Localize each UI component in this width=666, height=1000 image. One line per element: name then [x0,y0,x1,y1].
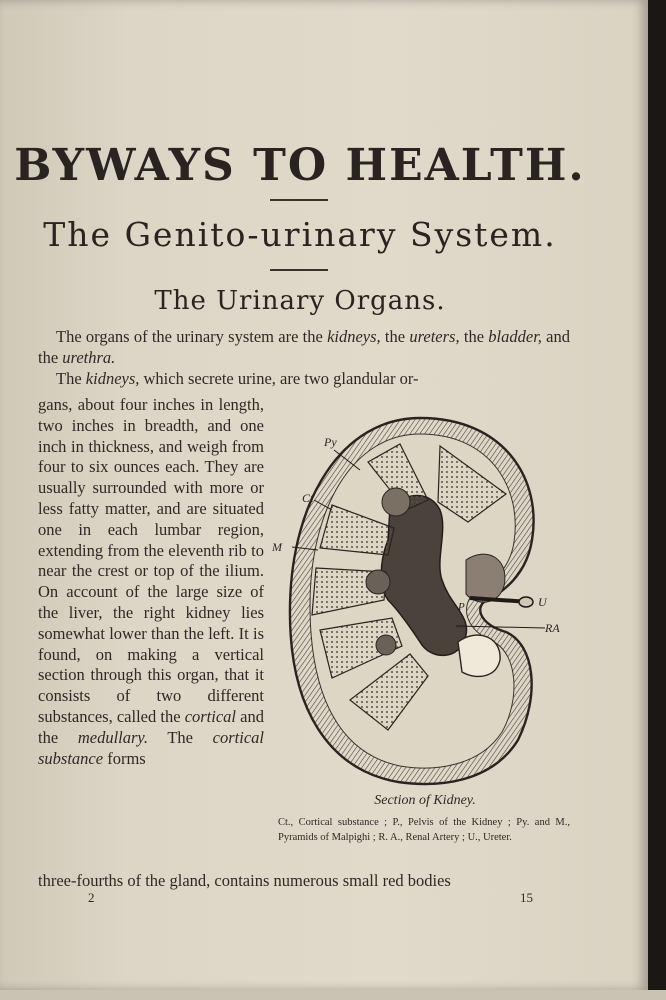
label-p: P [458,601,465,613]
figure-caption: Section of Kidney. [374,793,476,808]
label-m: M [272,540,282,554]
intro-paragraphs [38,326,570,389]
intro-paragraph-2: The kidneys, which secrete urine, are two glandular or- [56,369,419,388]
book-title: BYWAYS TO HEALTH. [14,140,586,191]
folio-left: 2 [88,890,95,905]
label-py: Py [324,435,337,449]
section-title: The Urinary Organs. [154,286,446,316]
title-divider [270,199,328,201]
book-spine [648,0,666,1000]
body-column: gans, about four inches in length, two inches in breadth, and one inch in thickness, and weigh from four to six ounces each. They are usually surrounded with more or less fatty matter, and are situated one in each lumbar region, extending from the eleventh rib to near the crest or top of the ilium. On account of the large size of the liver, the right kidney lies somewhat lower than the left. It is found, on making a vertical section through this organ, that it consists of two different substances, called the cortical and the medullary. The cortical substance forms [38,395,264,768]
chapter-title: The Genito-urinary System. [43,215,557,254]
label-ra: RA [545,621,560,635]
page-edge [0,990,666,1000]
intro-paragraph-1: The organs of the urinary system are the kidneys, the ureters, the bladder, and the urethra. [38,327,570,367]
label-ct: Ct [302,491,314,505]
page-number: 15 [520,890,533,905]
chapter-divider [270,269,328,271]
figure-legend: Ct., Cortical substance ; P., Pelvis of the Kidney ; Py. and M., Pyramids of Malpighi ; R. A., Renal Artery ; U., Ureter. [278,817,570,843]
kidney-section-illustration [270,410,570,795]
body-bottom-line: three-fourths of the gland, contains numerous small red bodies [38,871,451,890]
label-u: U [538,595,547,609]
